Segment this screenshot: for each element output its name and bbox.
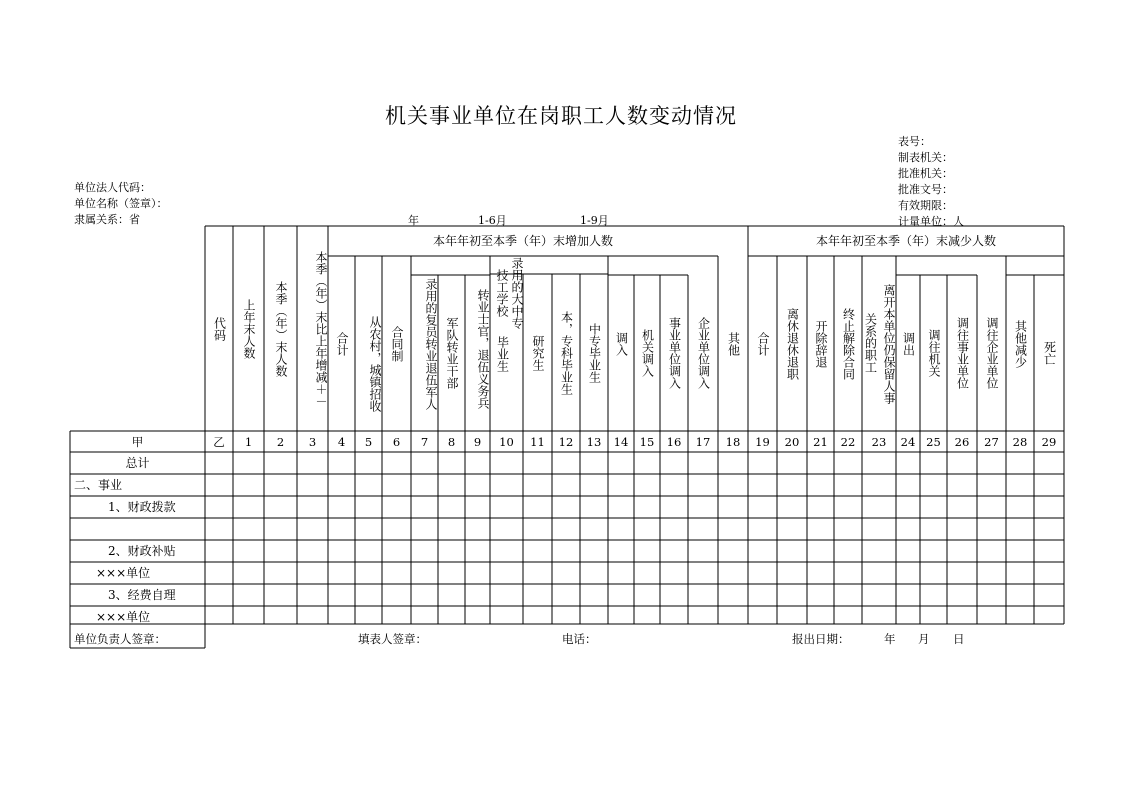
index-cell: 7 xyxy=(420,435,429,449)
head-signature-label: 单位负责人签章： xyxy=(74,632,166,646)
header-c26: 调往事业单位 xyxy=(955,317,970,389)
index-cell: 1 xyxy=(244,435,253,449)
period-year: 年 xyxy=(408,214,419,227)
header-c7: 录用的复员转业退伍军人 xyxy=(424,277,438,410)
index-cell: 甲 xyxy=(131,435,144,449)
period-h2: 1-9月 xyxy=(580,214,609,227)
header-c3: 本季（年）末比上年增减＋－ xyxy=(314,250,328,407)
index-cell: 6 xyxy=(392,435,401,449)
header-c24: 调出 xyxy=(901,331,916,356)
header-c11: 研究生 xyxy=(531,334,545,371)
row-label: 3、经费自理 xyxy=(108,588,176,602)
page-title: 机关事业单位在岗职工人数变动情况 xyxy=(385,104,737,128)
index-cell: 5 xyxy=(364,435,373,449)
index-cell: 9 xyxy=(473,435,482,449)
header-c29: 死亡 xyxy=(1042,341,1057,365)
header-c16: 事业单位调入 xyxy=(667,317,682,389)
index-cell: 13 xyxy=(586,435,602,449)
header-c19: 合计 xyxy=(756,331,770,356)
index-cell: 14 xyxy=(613,435,629,449)
header-c8: 军队转业干部 xyxy=(445,317,459,389)
header-c27: 调往企业单位 xyxy=(985,317,999,389)
approval-number-label: 批准文号： xyxy=(898,183,953,196)
index-cell: 11 xyxy=(530,435,545,449)
header-c13: 中专毕业生 xyxy=(587,322,602,383)
index-cell: 3 xyxy=(308,435,317,449)
issuing-agency-label: 制表机关： xyxy=(898,151,953,164)
index-cell: 8 xyxy=(447,435,456,449)
header-c15: 机关调入 xyxy=(640,329,655,377)
affiliation-label: 隶属关系：省 xyxy=(74,213,140,226)
legal-code-label: 单位法人代码： xyxy=(74,181,151,194)
row-label: 2、财政补贴 xyxy=(108,544,176,558)
unit-of-measure-label: 计量单位：人 xyxy=(898,215,964,228)
header-decrease-group: 本年年初至本季（年）末减少人数 xyxy=(815,233,996,248)
unit-name-label: 单位名称（签章）： xyxy=(74,197,168,210)
period-h1: 1-6月 xyxy=(478,214,507,227)
index-cell: 4 xyxy=(337,435,346,449)
row-label: 二、事业 xyxy=(74,478,123,492)
index-cell: 16 xyxy=(666,435,682,449)
index-cell: 18 xyxy=(725,435,741,449)
index-cell: 17 xyxy=(695,435,711,449)
index-cell: 15 xyxy=(639,435,655,449)
header-c10b: 毕业生 xyxy=(495,336,510,372)
report-date-day: 日 xyxy=(953,632,965,646)
report-date-year: 年 xyxy=(884,632,896,646)
header-c23b: 关系的职工 xyxy=(863,312,878,373)
header-c17: 企业单位调入 xyxy=(696,317,711,389)
index-cell: 20 xyxy=(784,435,800,449)
header-c5: 从农村，城镇招收 xyxy=(368,315,382,412)
report-date-label: 报出日期： xyxy=(792,632,850,646)
index-cell: 10 xyxy=(499,435,514,449)
phone-label: 电话： xyxy=(562,632,597,646)
index-cell: 28 xyxy=(1012,435,1028,449)
header-c18: 其他 xyxy=(726,331,741,356)
row-label: 1、财政拨款 xyxy=(108,500,176,514)
header-increase-group: 本年年初至本季（年）末增加人数 xyxy=(432,233,613,248)
index-cell: 22 xyxy=(840,435,856,449)
header-c4: 合计 xyxy=(335,331,349,356)
index-cell: 23 xyxy=(871,435,887,449)
row-label: 总计 xyxy=(125,456,150,470)
header-c2: 本季（年）末人数 xyxy=(274,280,288,377)
index-cell: 12 xyxy=(558,435,574,449)
index-cell: 2 xyxy=(276,435,285,449)
index-cell: 26 xyxy=(954,435,970,449)
header-c14: 调入 xyxy=(614,331,629,356)
header-c22: 终止解除合同 xyxy=(841,307,856,380)
header-code: 代码 xyxy=(212,316,227,341)
header-c28: 其他减少 xyxy=(1013,319,1028,368)
row-label: ×××单位 xyxy=(96,566,151,580)
index-cell: 24 xyxy=(900,435,916,449)
header-c25: 调往机关 xyxy=(927,329,941,377)
index-cell: 21 xyxy=(813,435,828,449)
approving-agency-label: 批准机关： xyxy=(898,167,953,180)
validity-label: 有效期限： xyxy=(898,199,953,212)
header-c10a: 录用的大中专技工学校 xyxy=(495,257,524,329)
filler-signature-label: 填表人签章： xyxy=(358,632,427,646)
index-cell: 19 xyxy=(755,435,770,449)
report-date-month: 月 xyxy=(918,632,930,646)
header-c23a: 离开本单位仍保留人事 xyxy=(882,283,896,404)
row-label: ×××单位 xyxy=(96,610,151,624)
index-cell: 乙 xyxy=(213,435,225,449)
index-cell: 25 xyxy=(926,435,941,449)
header-c21: 开除辞退 xyxy=(814,319,828,368)
header-c1: 上年末人数 xyxy=(242,298,256,359)
index-cell: 27 xyxy=(984,435,999,449)
header-c9: 转业士官，退伍义务兵 xyxy=(476,289,490,409)
form-number-label: 表号： xyxy=(898,135,931,148)
header-c12: 本，专科毕业生 xyxy=(559,310,574,395)
index-cell: 29 xyxy=(1041,435,1057,449)
header-c6: 合同制 xyxy=(390,325,404,362)
header-c20: 离休退休退职 xyxy=(785,307,800,380)
